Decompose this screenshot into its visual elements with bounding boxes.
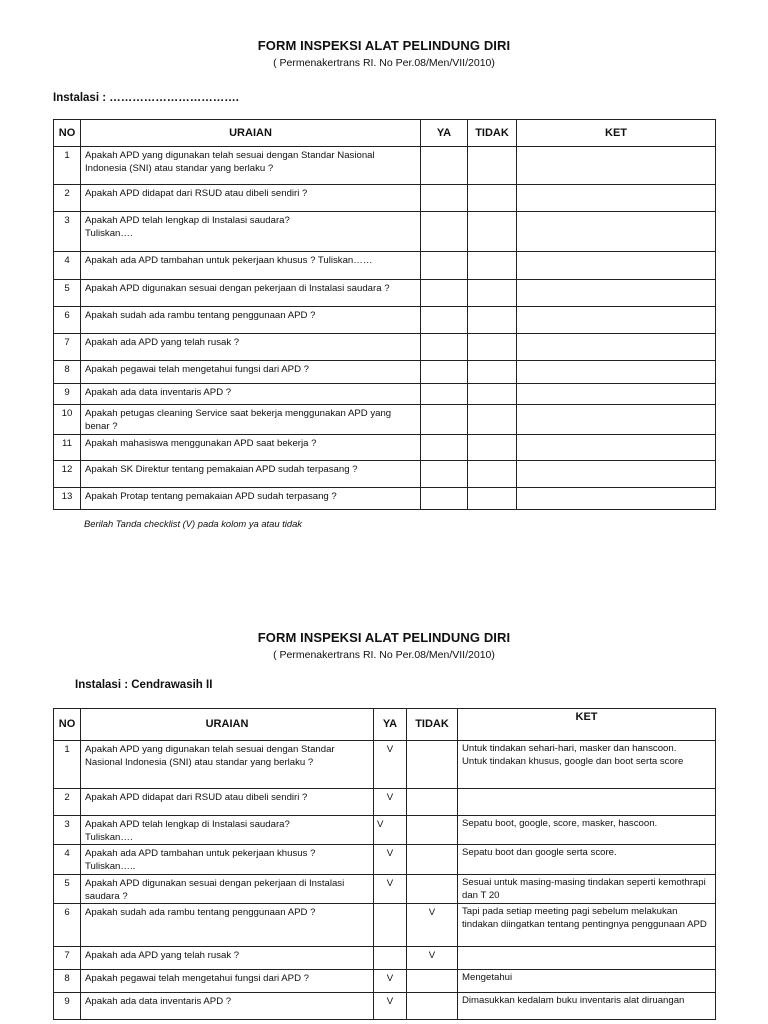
row-no: 5 [54, 280, 81, 307]
row-no: 9 [54, 993, 81, 1020]
tidak-cell[interactable] [468, 405, 517, 435]
table-row [54, 405, 716, 435]
ket-cell[interactable] [517, 384, 716, 405]
header-tidak: TIDAK [407, 709, 458, 741]
row-no: 5 [54, 875, 81, 904]
ket-cell[interactable] [458, 947, 716, 970]
ya-cell[interactable] [421, 212, 468, 252]
row-uraian: Apakah ada APD yang telah rusak ? [81, 947, 374, 970]
row-no: 1 [54, 147, 81, 185]
ket-cell[interactable] [517, 185, 716, 212]
tidak-cell[interactable] [468, 488, 517, 510]
ket-cell[interactable] [517, 280, 716, 307]
header-uraian: URAIAN [81, 120, 421, 147]
row-uraian: Apakah mahasiswa menggunakan APD saat bekerja ? [81, 435, 421, 461]
table-row [54, 741, 716, 789]
row-no: 9 [54, 384, 81, 405]
table-row [54, 993, 716, 1020]
row-uraian: Apakah ada data inventaris APD ? [81, 384, 421, 405]
row-uraian: Apakah APD yang digunakan telah sesuai dengan Standar Nasional Indonesia (SNI) atau standar yang berlaku ? [81, 147, 421, 185]
header-no: NO [54, 120, 81, 147]
row-uraian: Apakah APD digunakan sesuai dengan pekerjaan di Instalasi saudara ? [81, 875, 374, 904]
ket-cell[interactable] [517, 488, 716, 510]
ket-line: Untuk tindakan khusus, google dan boot serta score [462, 756, 684, 767]
form2-title: FORM INSPEKSI ALAT PELINDUNG DIRI [257, 630, 511, 645]
ket-cell[interactable] [517, 461, 716, 488]
table-row [54, 789, 716, 816]
ket-cell[interactable] [458, 741, 716, 789]
table-row [54, 147, 716, 185]
tidak-cell[interactable] [468, 147, 517, 185]
row-uraian: Apakah SK Direktur tentang pemakaian APD sudah terpasang ? [81, 461, 421, 488]
table-row [54, 875, 716, 904]
header-ya: YA [374, 709, 407, 741]
row-uraian: Apakah petugas cleaning Service saat bekerja menggunakan APD yang benar ? [81, 405, 421, 435]
ya-cell[interactable] [421, 185, 468, 212]
tidak-cell[interactable] [468, 361, 517, 384]
ya-cell[interactable] [421, 361, 468, 384]
header-ket: KET [458, 709, 716, 741]
table-row [54, 280, 716, 307]
ket-cell[interactable] [458, 789, 716, 816]
table-row [54, 435, 716, 461]
tidak-cell[interactable] [468, 307, 517, 334]
row-no: 8 [54, 361, 81, 384]
row-no: 3 [54, 816, 81, 845]
row-uraian: Apakah APD didapat dari RSUD atau dibeli sendiri ? [81, 185, 421, 212]
ket-cell[interactable] [517, 307, 716, 334]
tidak-cell[interactable] [407, 789, 458, 816]
row-uraian: Apakah APD digunakan sesuai dengan pekerjaan di Instalasi saudara ? [81, 280, 421, 307]
row-no: 8 [54, 970, 81, 993]
row-no: 1 [54, 741, 81, 789]
row-uraian [81, 816, 374, 845]
ya-cell[interactable] [421, 252, 468, 280]
tidak-cell[interactable] [468, 252, 517, 280]
ya-cell[interactable] [421, 435, 468, 461]
ket-cell[interactable]: Sepatu boot dan google serta score. [458, 845, 716, 875]
ya-cell[interactable] [421, 147, 468, 185]
uraian-line: Tuliskan…. [85, 832, 133, 843]
form1-note: Berilah Tanda checklist (V) pada kolom ya atau tidak [84, 518, 302, 529]
row-no: 6 [54, 307, 81, 334]
header-tidak: TIDAK [468, 120, 517, 147]
ya-cell[interactable] [421, 405, 468, 435]
table-row [54, 970, 716, 993]
row-uraian: Apakah sudah ada rambu tentang penggunaan APD ? [81, 904, 374, 947]
table-row [54, 816, 716, 845]
table-row [54, 947, 716, 970]
ket-cell[interactable]: Sesuai untuk masing-masing tindakan seperti kemothrapi dan T 20 [458, 875, 716, 904]
table-row [54, 488, 716, 510]
row-no: 6 [54, 904, 81, 947]
tidak-cell[interactable] [407, 845, 458, 875]
tidak-cell[interactable] [407, 993, 458, 1020]
ya-cell[interactable]: V [374, 789, 407, 816]
row-no: 11 [54, 435, 81, 461]
tidak-cell[interactable] [468, 185, 517, 212]
tidak-cell[interactable] [468, 461, 517, 488]
ket-line: Untuk tindakan sehari-hari, masker dan hanscoon. [462, 743, 677, 754]
ket-cell[interactable] [517, 435, 716, 461]
form2-instalasi: Instalasi : Cendrawasih II [75, 679, 213, 691]
row-no: 2 [54, 789, 81, 816]
table-row [54, 904, 716, 947]
row-uraian: Apakah ada data inventaris APD ? [81, 993, 374, 1020]
table-header-row [54, 709, 716, 741]
ya-cell[interactable] [421, 280, 468, 307]
ket-cell[interactable]: Sepatu boot, google, score, masker, hascoon. [458, 816, 716, 845]
form1-instalasi: Instalasi : ……………………………. [53, 92, 239, 104]
row-uraian: Apakah ada APD yang telah rusak ? [81, 334, 421, 361]
row-no: 2 [54, 185, 81, 212]
tidak-cell[interactable] [468, 334, 517, 361]
table-row [54, 384, 716, 405]
tidak-cell[interactable]: V [407, 947, 458, 970]
ket-cell[interactable] [517, 252, 716, 280]
ya-cell[interactable]: V [374, 741, 407, 789]
tidak-cell[interactable] [468, 280, 517, 307]
table-row [54, 185, 716, 212]
ya-cell[interactable]: V [374, 875, 407, 904]
form2-table [53, 708, 716, 1020]
row-no: 4 [54, 252, 81, 280]
ya-cell[interactable] [374, 904, 407, 947]
header-uraian: URAIAN [81, 709, 374, 741]
uraian-line: Apakah APD telah lengkap di Instalasi saudara? [85, 819, 290, 830]
ket-cell[interactable]: Mengetahui [458, 970, 716, 993]
ya-cell[interactable]: V [374, 816, 407, 845]
tidak-cell[interactable] [407, 875, 458, 904]
uraian-line: Apakah APD telah lengkap di Instalasi saudara? [85, 215, 290, 226]
tidak-cell[interactable] [468, 384, 517, 405]
row-no: 10 [54, 405, 81, 435]
table-row [54, 845, 716, 875]
ya-cell[interactable]: V [374, 993, 407, 1020]
ya-cell[interactable] [374, 947, 407, 970]
uraian-line: Tuliskan…. [85, 228, 133, 239]
row-no: 12 [54, 461, 81, 488]
header-ket: KET [517, 120, 716, 147]
table-row [54, 334, 716, 361]
row-no: 7 [54, 334, 81, 361]
row-uraian: Apakah pegawai telah mengetahui fungsi dari APD ? [81, 970, 374, 993]
row-no: 3 [54, 212, 81, 252]
form1-subtitle: ( Permenakertrans RI. No Per.08/Men/VII/2010) [273, 57, 495, 69]
form1-title: FORM INSPEKSI ALAT PELINDUNG DIRI [257, 38, 511, 53]
uraian-line: Apakah ada APD tambahan untuk pekerjaan khusus ? [85, 848, 316, 859]
row-uraian: Apakah pegawai telah mengetahui fungsi dari APD ? [81, 361, 421, 384]
tidak-cell[interactable] [407, 970, 458, 993]
row-uraian: Apakah APD yang digunakan telah sesuai dengan Standar Nasional Indonesia (SNI) atau standar yang berlaku ? [81, 741, 374, 789]
ya-cell[interactable] [421, 334, 468, 361]
table-header-row [54, 120, 716, 147]
ket-cell[interactable]: Dimasukkan kedalam buku inventaris alat diruangan [458, 993, 716, 1020]
row-no: 7 [54, 947, 81, 970]
form2-subtitle: ( Permenakertrans RI. No Per.08/Men/VII/2010) [273, 649, 495, 661]
table-row [54, 212, 716, 252]
table-row [54, 361, 716, 384]
row-uraian [81, 845, 374, 875]
ket-cell[interactable]: Tapi pada setiap meeting pagi sebelum melakukan tindakan diingatkan tentang pentingnya penggunaan APD [458, 904, 716, 947]
table-row [54, 307, 716, 334]
ket-cell[interactable] [517, 334, 716, 361]
table-row [54, 252, 716, 280]
row-uraian: Apakah APD didapat dari RSUD atau dibeli sendiri ? [81, 789, 374, 816]
ya-cell[interactable] [421, 307, 468, 334]
table-row [54, 461, 716, 488]
header-no: NO [54, 709, 81, 741]
ket-cell[interactable] [517, 361, 716, 384]
row-no: 4 [54, 845, 81, 875]
ya-cell[interactable] [421, 488, 468, 510]
tidak-cell[interactable] [468, 435, 517, 461]
ket-cell[interactable] [517, 405, 716, 435]
ya-cell[interactable]: V [374, 845, 407, 875]
row-uraian: Apakah Protap tentang pemakaian APD sudah terpasang ? [81, 488, 421, 510]
tidak-cell[interactable] [407, 816, 458, 845]
row-uraian: Apakah sudah ada rambu tentang penggunaan APD ? [81, 307, 421, 334]
row-uraian [81, 212, 421, 252]
row-no: 13 [54, 488, 81, 510]
tidak-cell[interactable] [468, 212, 517, 252]
row-uraian: Apakah ada APD tambahan untuk pekerjaan khusus ? Tuliskan…… [81, 252, 421, 280]
ket-cell[interactable] [517, 212, 716, 252]
ya-cell[interactable]: V [374, 970, 407, 993]
header-ya: YA [421, 120, 468, 147]
ya-cell[interactable] [421, 461, 468, 488]
tidak-cell[interactable] [407, 741, 458, 789]
uraian-line: Tuliskan….. [85, 861, 136, 872]
tidak-cell[interactable]: V [407, 904, 458, 947]
form1-table [53, 119, 716, 510]
ket-cell[interactable] [517, 147, 716, 185]
ya-cell[interactable] [421, 384, 468, 405]
